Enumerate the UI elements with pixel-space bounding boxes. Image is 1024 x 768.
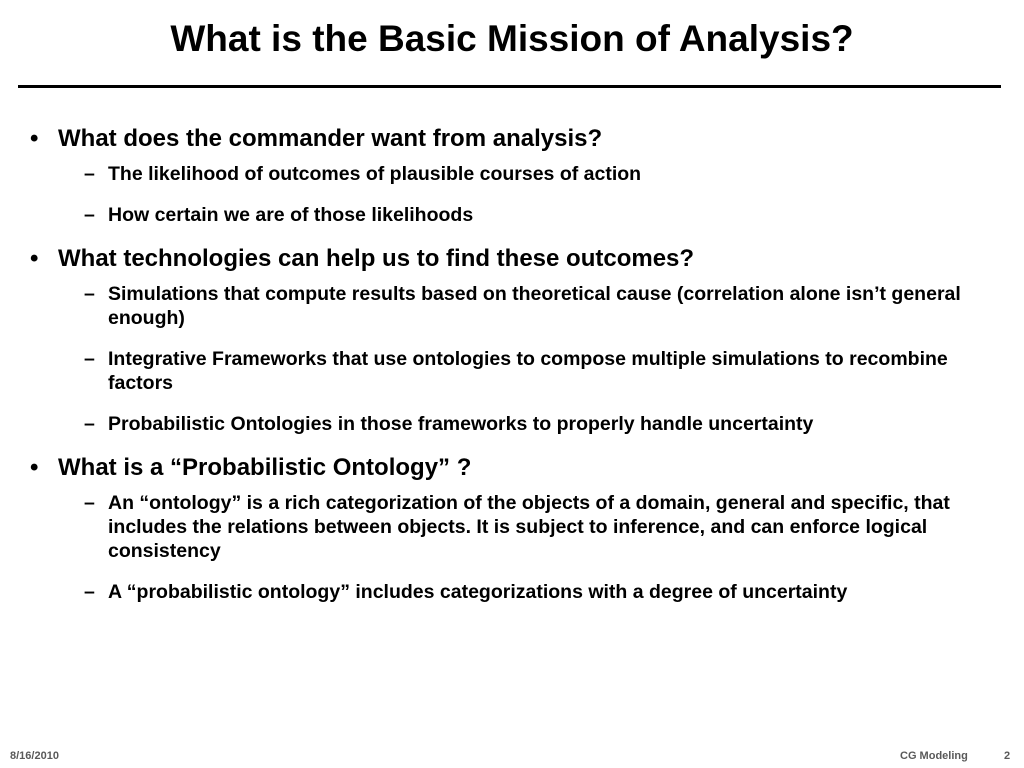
bullet-marker: •: [30, 454, 39, 481]
title-divider: [18, 85, 1001, 88]
bullet-item: [0, 124, 1024, 154]
bullet-text: What is a “Probabilistic Ontology” ?: [58, 454, 472, 481]
bullet-item: [0, 453, 1024, 483]
bullet-marker: •: [30, 245, 39, 272]
sub-bullet-item: [0, 282, 1024, 330]
sub-bullet-text: An “ontology” is a rich categorization of the objects of a domain, general and specific, that includes the relations between objects. It is subject to inference, and can enforce logical consistency: [108, 492, 950, 562]
dash-marker: –: [84, 492, 95, 514]
slide-title: What is the Basic Mission of Analysis?: [170, 18, 854, 59]
bullet-text: What does the commander want from analysis?: [58, 125, 603, 152]
dash-marker: –: [84, 204, 95, 226]
sub-bullet-item: [0, 162, 1024, 186]
sub-bullet-text: Simulations that compute results based on theoretical cause (correlation alone isn’t general enough): [108, 283, 961, 329]
dash-marker: –: [84, 163, 95, 185]
dash-marker: –: [84, 581, 95, 603]
footer-presentation-name: CG Modeling: [900, 750, 968, 762]
sub-bullet-item: [0, 347, 1024, 395]
sub-bullet-item: [0, 412, 1024, 436]
bullet-item: [0, 244, 1024, 274]
dash-marker: –: [84, 283, 95, 305]
sub-bullet-text: Integrative Frameworks that use ontologies to compose multiple simulations to recombine factors: [108, 348, 948, 394]
sub-bullet-text: How certain we are of those likelihoods: [108, 204, 474, 226]
sub-bullet-text: A “probabilistic ontology” includes categorizations with a degree of uncertainty: [108, 581, 848, 603]
sub-bullet-item: [0, 491, 1024, 563]
bullet-text: What technologies can help us to find these outcomes?: [58, 245, 695, 272]
footer-date: 8/16/2010: [10, 750, 59, 762]
sub-bullet-item: [0, 203, 1024, 227]
slide-body: [0, 124, 1024, 621]
bullet-marker: •: [30, 125, 39, 152]
dash-marker: –: [84, 348, 95, 370]
sub-bullet-text: Probabilistic Ontologies in those frameworks to properly handle uncertainty: [108, 413, 814, 435]
sub-bullet-item: [0, 580, 1024, 604]
footer-page-number: 2: [1004, 750, 1011, 762]
dash-marker: –: [84, 413, 95, 435]
sub-bullet-text: The likelihood of outcomes of plausible courses of action: [108, 163, 642, 185]
